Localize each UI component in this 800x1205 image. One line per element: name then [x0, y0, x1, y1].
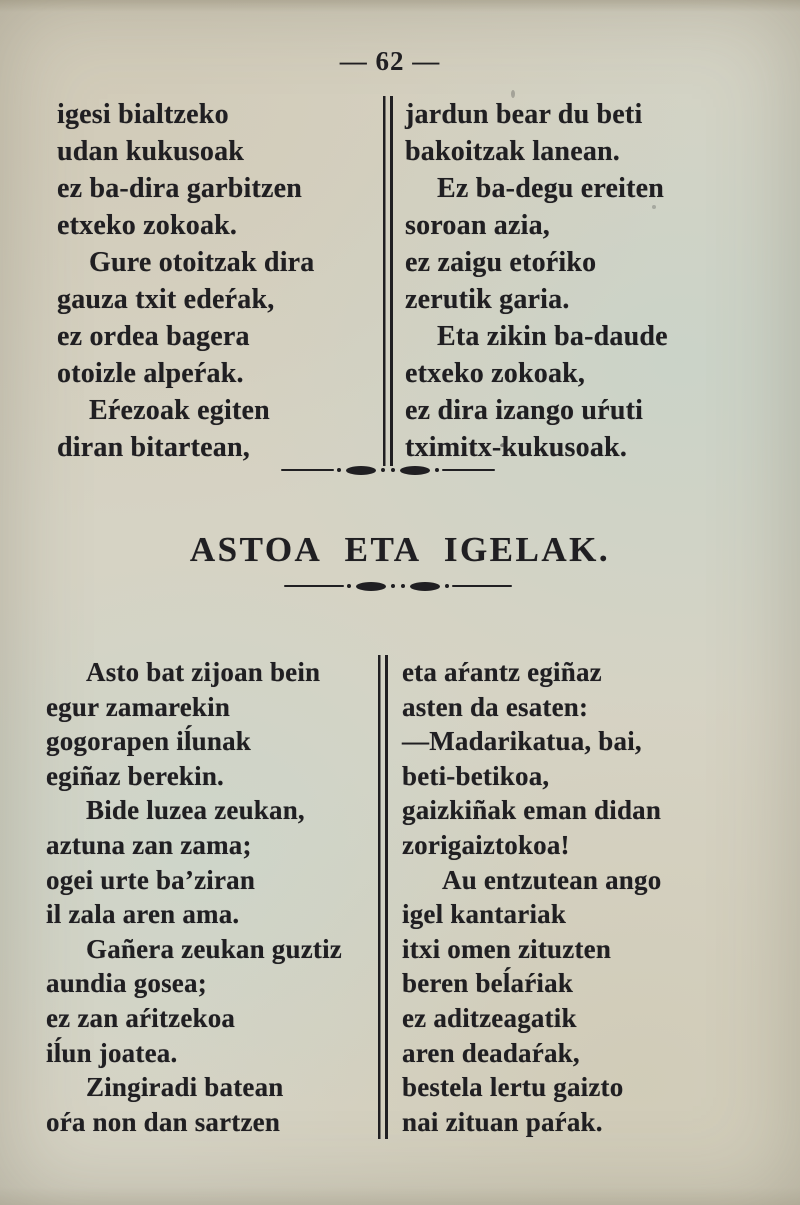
ornament-dot	[391, 468, 395, 472]
verse-line: aundia gosea;	[46, 968, 207, 999]
verse-line: ez dira izango uŕuti	[405, 395, 644, 426]
verse-line: otoizle alpeŕak.	[57, 358, 244, 389]
verse-line: etxeko zokoak,	[405, 358, 586, 389]
ornament-divider	[281, 464, 495, 476]
ornament-dot	[391, 584, 395, 588]
verse-line: aren deadaŕak,	[402, 1037, 580, 1068]
verse-line: ez zan aŕitzekoa	[46, 1002, 236, 1033]
verse-line: zorigaiztokoa!	[402, 829, 570, 860]
verse-line: il zala aren ama.	[46, 899, 240, 930]
ornament-lens	[400, 466, 430, 475]
ornament-dot	[401, 584, 405, 588]
verse-line: gaizkiñak eman didan	[402, 795, 662, 826]
ornament-dot	[337, 468, 341, 472]
verse-line: egiñaz berekin.	[46, 760, 224, 791]
verse-line: gogorapen iĺunak	[46, 726, 252, 757]
verse-line: Asto bat zijoan bein	[86, 657, 321, 687]
verse-line: tximitx-kukusoak.	[405, 432, 628, 463]
column-divider-rule	[378, 655, 388, 1139]
verse-line: Au entzutean ango	[442, 864, 662, 895]
verse-line: soroan azia,	[405, 210, 550, 241]
ornament-dot	[381, 468, 385, 472]
verse-column-left	[46, 655, 378, 1139]
poem-title: ASTOA ETA IGELAK.	[189, 530, 611, 569]
verse-line: asten da esaten:	[402, 691, 589, 722]
verse-line: jardun bear du beti	[405, 99, 643, 130]
verse-line: ez ba-dira garbitzen	[57, 173, 303, 204]
verse-column-left	[57, 96, 383, 466]
verse-section-poem	[46, 655, 770, 1139]
verse-line: Gure otoitzak dira	[89, 247, 315, 278]
verse-line: beti-betikoa,	[402, 760, 550, 791]
ornament-line	[284, 585, 344, 587]
verse-line: ez zaigu etoŕiko	[405, 247, 597, 278]
verse-column-right	[388, 655, 770, 1139]
ornament-lens	[346, 466, 376, 475]
verse-line: diran bitartean,	[57, 432, 250, 463]
verse-line: Ez ba-degu ereiten	[437, 173, 665, 204]
verse-line: itxi omen zituzten	[402, 933, 612, 964]
verse-line: ogei urte ba’ziran	[46, 864, 256, 895]
verse-line: —Madarikatua, bai,	[402, 726, 642, 757]
ornament-dot	[347, 584, 351, 588]
verse-line: iĺun joatea.	[46, 1037, 178, 1068]
ornament-dot	[445, 584, 449, 588]
verse-line: Bide luzea zeukan,	[86, 795, 305, 826]
verse-line: beren beĺaŕiak	[402, 968, 574, 999]
verse-line: gauza txit edeŕak,	[57, 284, 275, 315]
verse-line: oŕa non dan sartzen	[46, 1106, 281, 1137]
ornament-line	[442, 469, 495, 471]
verse-line: bakoitzak lanean.	[405, 136, 620, 167]
verse-line: Zingiradi batean	[86, 1072, 284, 1103]
ornament-dot	[435, 468, 439, 472]
ornament-lens	[410, 582, 440, 591]
verse-column-right	[393, 96, 769, 466]
verse-line: Eta zikin ba-daude	[437, 321, 668, 352]
ornament-lens	[356, 582, 386, 591]
verse-line: igesi bialtzeko	[57, 99, 229, 130]
ornament-line	[452, 585, 512, 587]
verse-line: Eŕezoak egiten	[89, 395, 270, 426]
verse-line: Gañera zeukan guztiz	[86, 933, 342, 964]
ornament-line	[281, 469, 334, 471]
verse-line: egur zamarekin	[46, 691, 231, 722]
ornament-divider	[284, 580, 512, 592]
verse-line: ez ordea bagera	[57, 321, 250, 352]
verse-line: igel kantariak	[402, 899, 567, 930]
verse-line: bestela lertu gaizto	[402, 1072, 624, 1103]
page-number: — 62 —	[339, 46, 441, 76]
verse-line: zerutik garia.	[405, 284, 570, 315]
verse-line: eta aŕantz egiñaz	[402, 657, 602, 687]
column-divider-rule	[383, 96, 393, 466]
verse-line: nai zituan paŕak.	[402, 1106, 603, 1137]
verse-line: udan kukusoak	[57, 136, 245, 167]
verse-section-top	[57, 96, 769, 466]
verse-line: etxeko zokoak.	[57, 210, 238, 241]
verse-line: ez aditzeagatik	[402, 1002, 577, 1033]
verse-line: aztuna zan zama;	[46, 829, 252, 860]
